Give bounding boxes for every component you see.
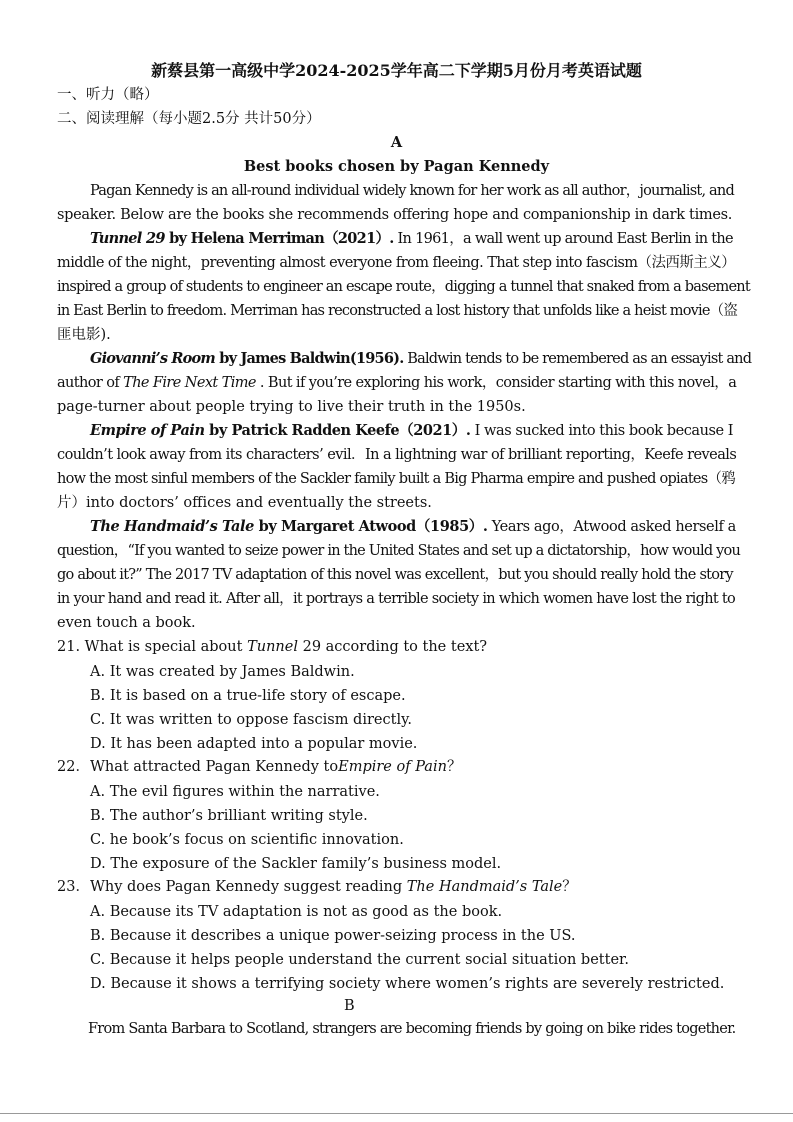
stem-text: ？ [446, 759, 462, 775]
book-entry-handmaids-tale [90, 517, 736, 537]
book-text: author of [57, 375, 124, 391]
book-text: 匪电影). [57, 327, 111, 343]
book-text: even touch a book. [57, 615, 196, 631]
book-text: how the most sinful members of the Sackler family built a Big Pharma empire and pushed opiates（鸦 [57, 471, 735, 487]
intro-line: speaker. Below are the books she recommends offering hope and companionship in dark times. [57, 207, 733, 223]
book-title-inline: The Fire Next Time [123, 375, 256, 391]
stem-text: 21. What is special about [57, 639, 248, 655]
passage-a-label: A [390, 134, 403, 151]
book-text-line [57, 373, 736, 393]
stem-italic: Tunnel [247, 639, 298, 655]
book-text: in East Berlin to freedom. Merriman has reconstructed a lost history that unfolds like a heist movie（盗 [57, 303, 738, 319]
book-text: Baldwin tends to be remembered as an essayist and [403, 351, 752, 367]
section-reading: 二、阅读理解（每小题2.5分 共计50分） [57, 111, 321, 127]
question-23-stem [57, 877, 577, 897]
book-author: by Margaret Atwood（1985）. [253, 518, 488, 535]
book-text: couldn’t look away from its characters’ evil．In a lightning war of brilliant reporting，Keefe reveals [57, 447, 737, 463]
book-entry-tunnel-29 [90, 229, 733, 249]
question-22-stem [57, 757, 461, 777]
book-text: 片）into doctors’ offices and eventually the streets. [57, 495, 432, 511]
book-author: by Patrick Radden Keefe（2021）. [204, 422, 471, 439]
book-entry-giovannis-room [90, 349, 751, 369]
book-text: go about it?” The 2017 TV adaptation of this novel was excellent，but you should really hold the story [57, 567, 733, 583]
question-22-option-d: D. The exposure of the Sackler family’s business model. [90, 856, 502, 872]
book-author: by Helena Merriman（2021）. [164, 230, 394, 247]
question-21-stem [57, 637, 487, 657]
book-text: In 1961，a wall went up around East Berlin in the [393, 231, 733, 247]
stem-italic: Empire of Pain [338, 759, 447, 775]
question-23-option-a: A. Because its TV adaptation is not as good as the book. [90, 904, 503, 920]
book-text: Years ago，Atwood asked herself a [487, 519, 736, 535]
question-22-option-c: C. he book’s focus on scientific innovation. [90, 832, 404, 848]
book-title: Giovanni’s Room [90, 350, 215, 367]
exam-title: 新蔡县第一高级中学2024-2025学年高二下学期5月份月考英语试题 [151, 61, 642, 80]
book-text: . But if you’re exploring his work，consider starting with this novel，a [255, 375, 737, 391]
question-21-option-a: A. It was created by James Baldwin. [90, 664, 355, 680]
intro-line: Pagan Kennedy is an all-round individual widely known for her work as all author，journalist, and [90, 183, 734, 199]
question-21-option-b: B. It is based on a true-life story of escape. [90, 688, 406, 704]
passage-a-heading: Best books chosen by Pagan Kennedy [243, 158, 550, 175]
question-21-option-c: C. It was written to oppose fascism directly. [90, 712, 412, 728]
book-title: Tunnel 29 [90, 230, 165, 247]
book-text: page-turner about people trying to live their truth in the 1950s. [57, 399, 526, 415]
book-title: Empire of Pain [90, 422, 205, 439]
book-text: inspired a group of students to engineer an escape route，digging a tunnel that snaked from a basement [57, 279, 750, 295]
question-22-option-a: A. The evil figures within the narrative. [90, 784, 380, 800]
book-text: middle of the night，preventing almost everyone from fleeing. That step into fascism（法西斯主义） [57, 255, 736, 271]
book-text: question，“If you wanted to seize power in the United States and set up a dictatorship，how would you [57, 543, 741, 559]
stem-text: ？ [562, 879, 577, 895]
section-listening: 一、听力（略） [57, 87, 159, 103]
stem-text: 22．What attracted Pagan Kennedy to [57, 759, 339, 775]
book-text: I was sucked into this book because I [470, 423, 734, 439]
question-23-option-d: D. Because it shows a terrifying society where women’s rights are severely restricted. [90, 976, 725, 992]
passage-b-first-line: From Santa Barbara to Scotland, strangers are becoming friends by going on bike rides together. [88, 1021, 736, 1037]
stem-italic: The Handmaid’s Tale [406, 879, 563, 895]
stem-text: 23．Why does Pagan Kennedy suggest reading [57, 879, 407, 895]
question-22-option-b: B. The author’s brilliant writing style. [90, 808, 368, 824]
passage-b-label: B [344, 998, 355, 1014]
book-entry-empire-of-pain [90, 421, 733, 441]
question-23-option-b: B. Because it describes a unique power-seizing process in the US. [90, 928, 576, 944]
stem-text: 29 according to the text? [297, 639, 488, 655]
question-23-option-c: C. Because it helps people understand the current social situation better. [90, 952, 629, 968]
question-21-option-d: D. It has been adapted into a popular movie. [90, 736, 418, 752]
book-author: by James Baldwin(1956). [214, 350, 404, 367]
book-title: The Handmaid’s Tale [90, 518, 254, 535]
page-bottom-divider [0, 1113, 793, 1114]
book-text: in your hand and read it. After all，it portrays a terrible society in which women have lost the right to [57, 591, 736, 607]
